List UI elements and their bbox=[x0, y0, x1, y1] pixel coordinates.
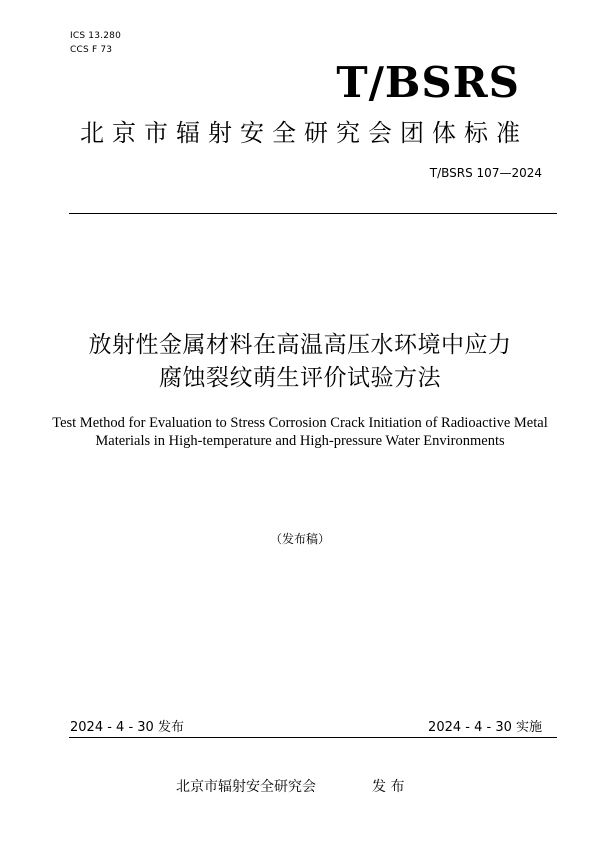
implementation-date: 2024 - 4 - 30 实施 bbox=[428, 720, 542, 735]
header-divider bbox=[69, 213, 557, 214]
document-status: （发布稿） bbox=[269, 532, 330, 546]
release-date: 2024 - 4 - 30 发布 bbox=[70, 720, 184, 735]
footer-divider bbox=[69, 737, 557, 738]
chinese-title-line-1: 放射性金属材料在高温高压水环境中应力 bbox=[88, 332, 512, 358]
standard-number: T/BSRS 107—2024 bbox=[429, 166, 542, 180]
publish-action: 发 布 bbox=[372, 779, 405, 795]
english-title-line-2: Materials in High-temperature and High-pressure Water Environments bbox=[95, 433, 505, 449]
organization-standard-title: 北京市辐射安全研究会团体标准 bbox=[80, 119, 528, 147]
ccs-code: CCS F 73 bbox=[70, 45, 113, 55]
standard-logo: T/BSRS bbox=[336, 58, 520, 107]
ics-code: ICS 13.280 bbox=[70, 31, 122, 41]
publisher-name: 北京市辐射安全研究会 bbox=[176, 779, 316, 795]
chinese-title-line-2: 腐蚀裂纹萌生评价试验方法 bbox=[159, 365, 441, 391]
english-title-line-1: Test Method for Evaluation to Stress Corrosion Crack Initiation of Radioactive Metal bbox=[52, 415, 548, 431]
